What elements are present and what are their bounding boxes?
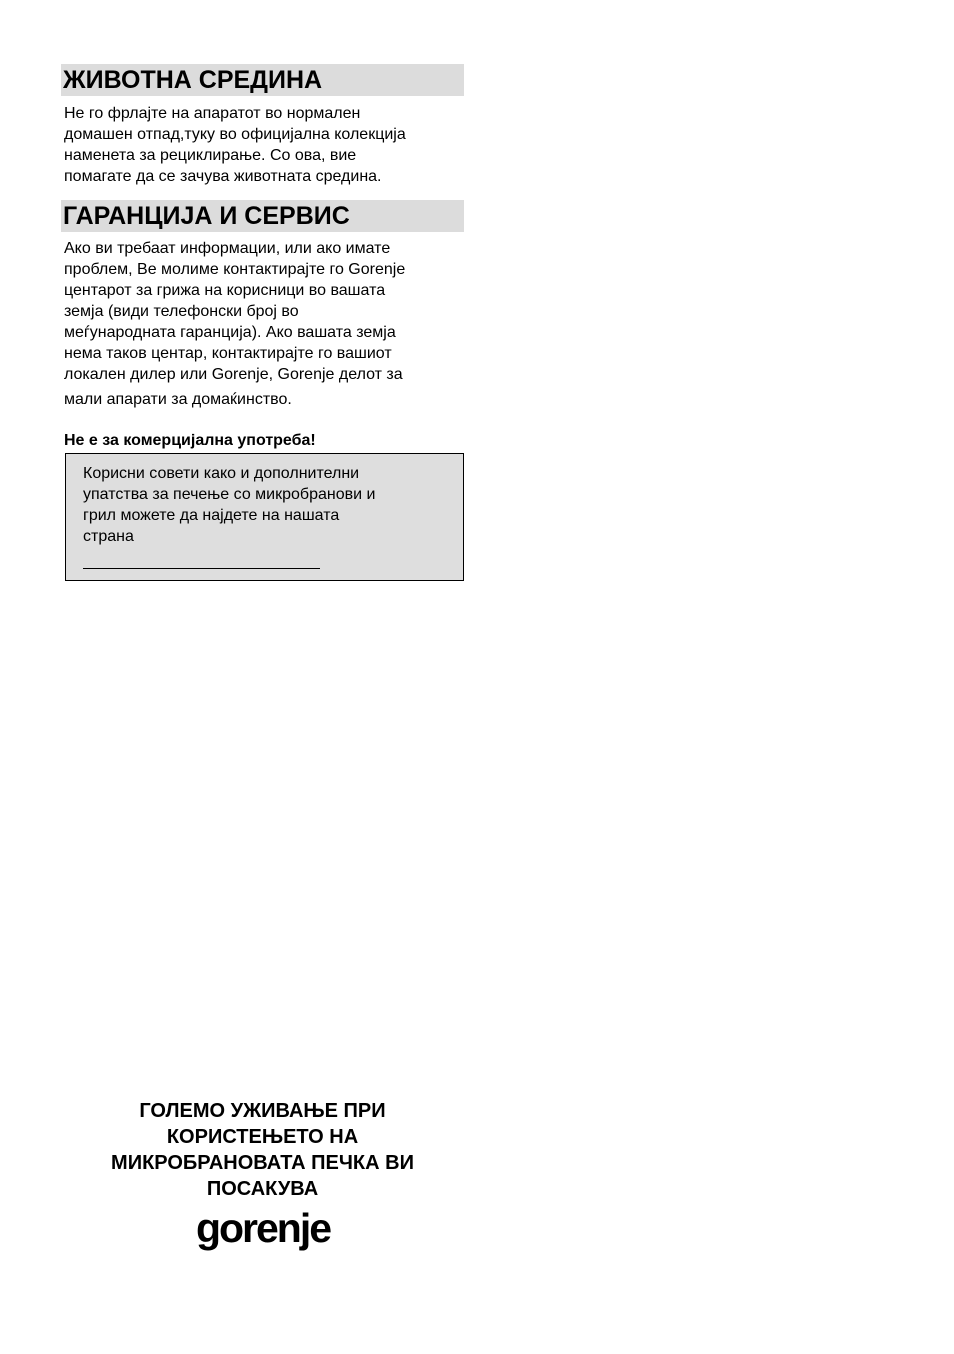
text-line: ПОСАКУВА [206, 1178, 319, 1200]
text-line: наменета за рециклирање. Со ова, вие [64, 147, 357, 164]
warranty-heading: ГАРАНЦИЈА И СЕРВИС [61, 200, 464, 232]
text-line: помагате да се зачува животната средина. [64, 168, 382, 185]
text-line: земја (види телефонски број во [64, 303, 299, 320]
text-line: страна [83, 528, 134, 545]
warranty-text [64, 238, 464, 410]
text-line: проблем, Ве молиме контактирајте го Gorenje [64, 261, 406, 278]
gorenje-logo-icon [188, 1204, 338, 1260]
text-line: Ако ви требаат информации, или ако имате [64, 240, 391, 257]
logo-text: gorenje [195, 1205, 330, 1251]
text-line: мали апарати за домаќинство. [64, 391, 292, 408]
text-line: домашен отпад,туку во официјална колекција [64, 126, 406, 143]
text-line: Корисни совети како и дополнителни [83, 465, 360, 482]
gorenje-logo [64, 1204, 461, 1260]
text-line: центарот за грижа на корисници во вашата [64, 282, 386, 299]
text-line: грил можете да најдете на нашата [83, 507, 340, 524]
tips-box [65, 453, 464, 581]
environment-text [64, 103, 464, 187]
text-line: КОРИСТЕЊЕТО НА [166, 1126, 359, 1148]
website-blank-line [83, 568, 320, 569]
text-line: Не го фрлајте на апаратот во нормален [64, 105, 361, 122]
environment-heading: ЖИВОТНА СРЕДИНА [61, 64, 464, 96]
commercial-use-note: Не е за комерцијална употреба! [64, 432, 316, 449]
text-line: упатства за печење со микробранови и [83, 486, 376, 503]
tips-text [83, 463, 375, 547]
closing-message [64, 1098, 461, 1202]
text-line: ГОЛЕМО УЖИВАЊЕ ПРИ [139, 1100, 386, 1122]
text-line: меѓународната гаранција). Ако вашата земја [64, 324, 396, 341]
text-line: нема таков центар, контактирајте го вашиот [64, 345, 392, 362]
text-line: локален дилер или Gorenje, Gorenje делот за [64, 366, 403, 383]
text-line: МИКРОБРАНОВАТА ПЕЧКА ВИ [111, 1152, 414, 1174]
